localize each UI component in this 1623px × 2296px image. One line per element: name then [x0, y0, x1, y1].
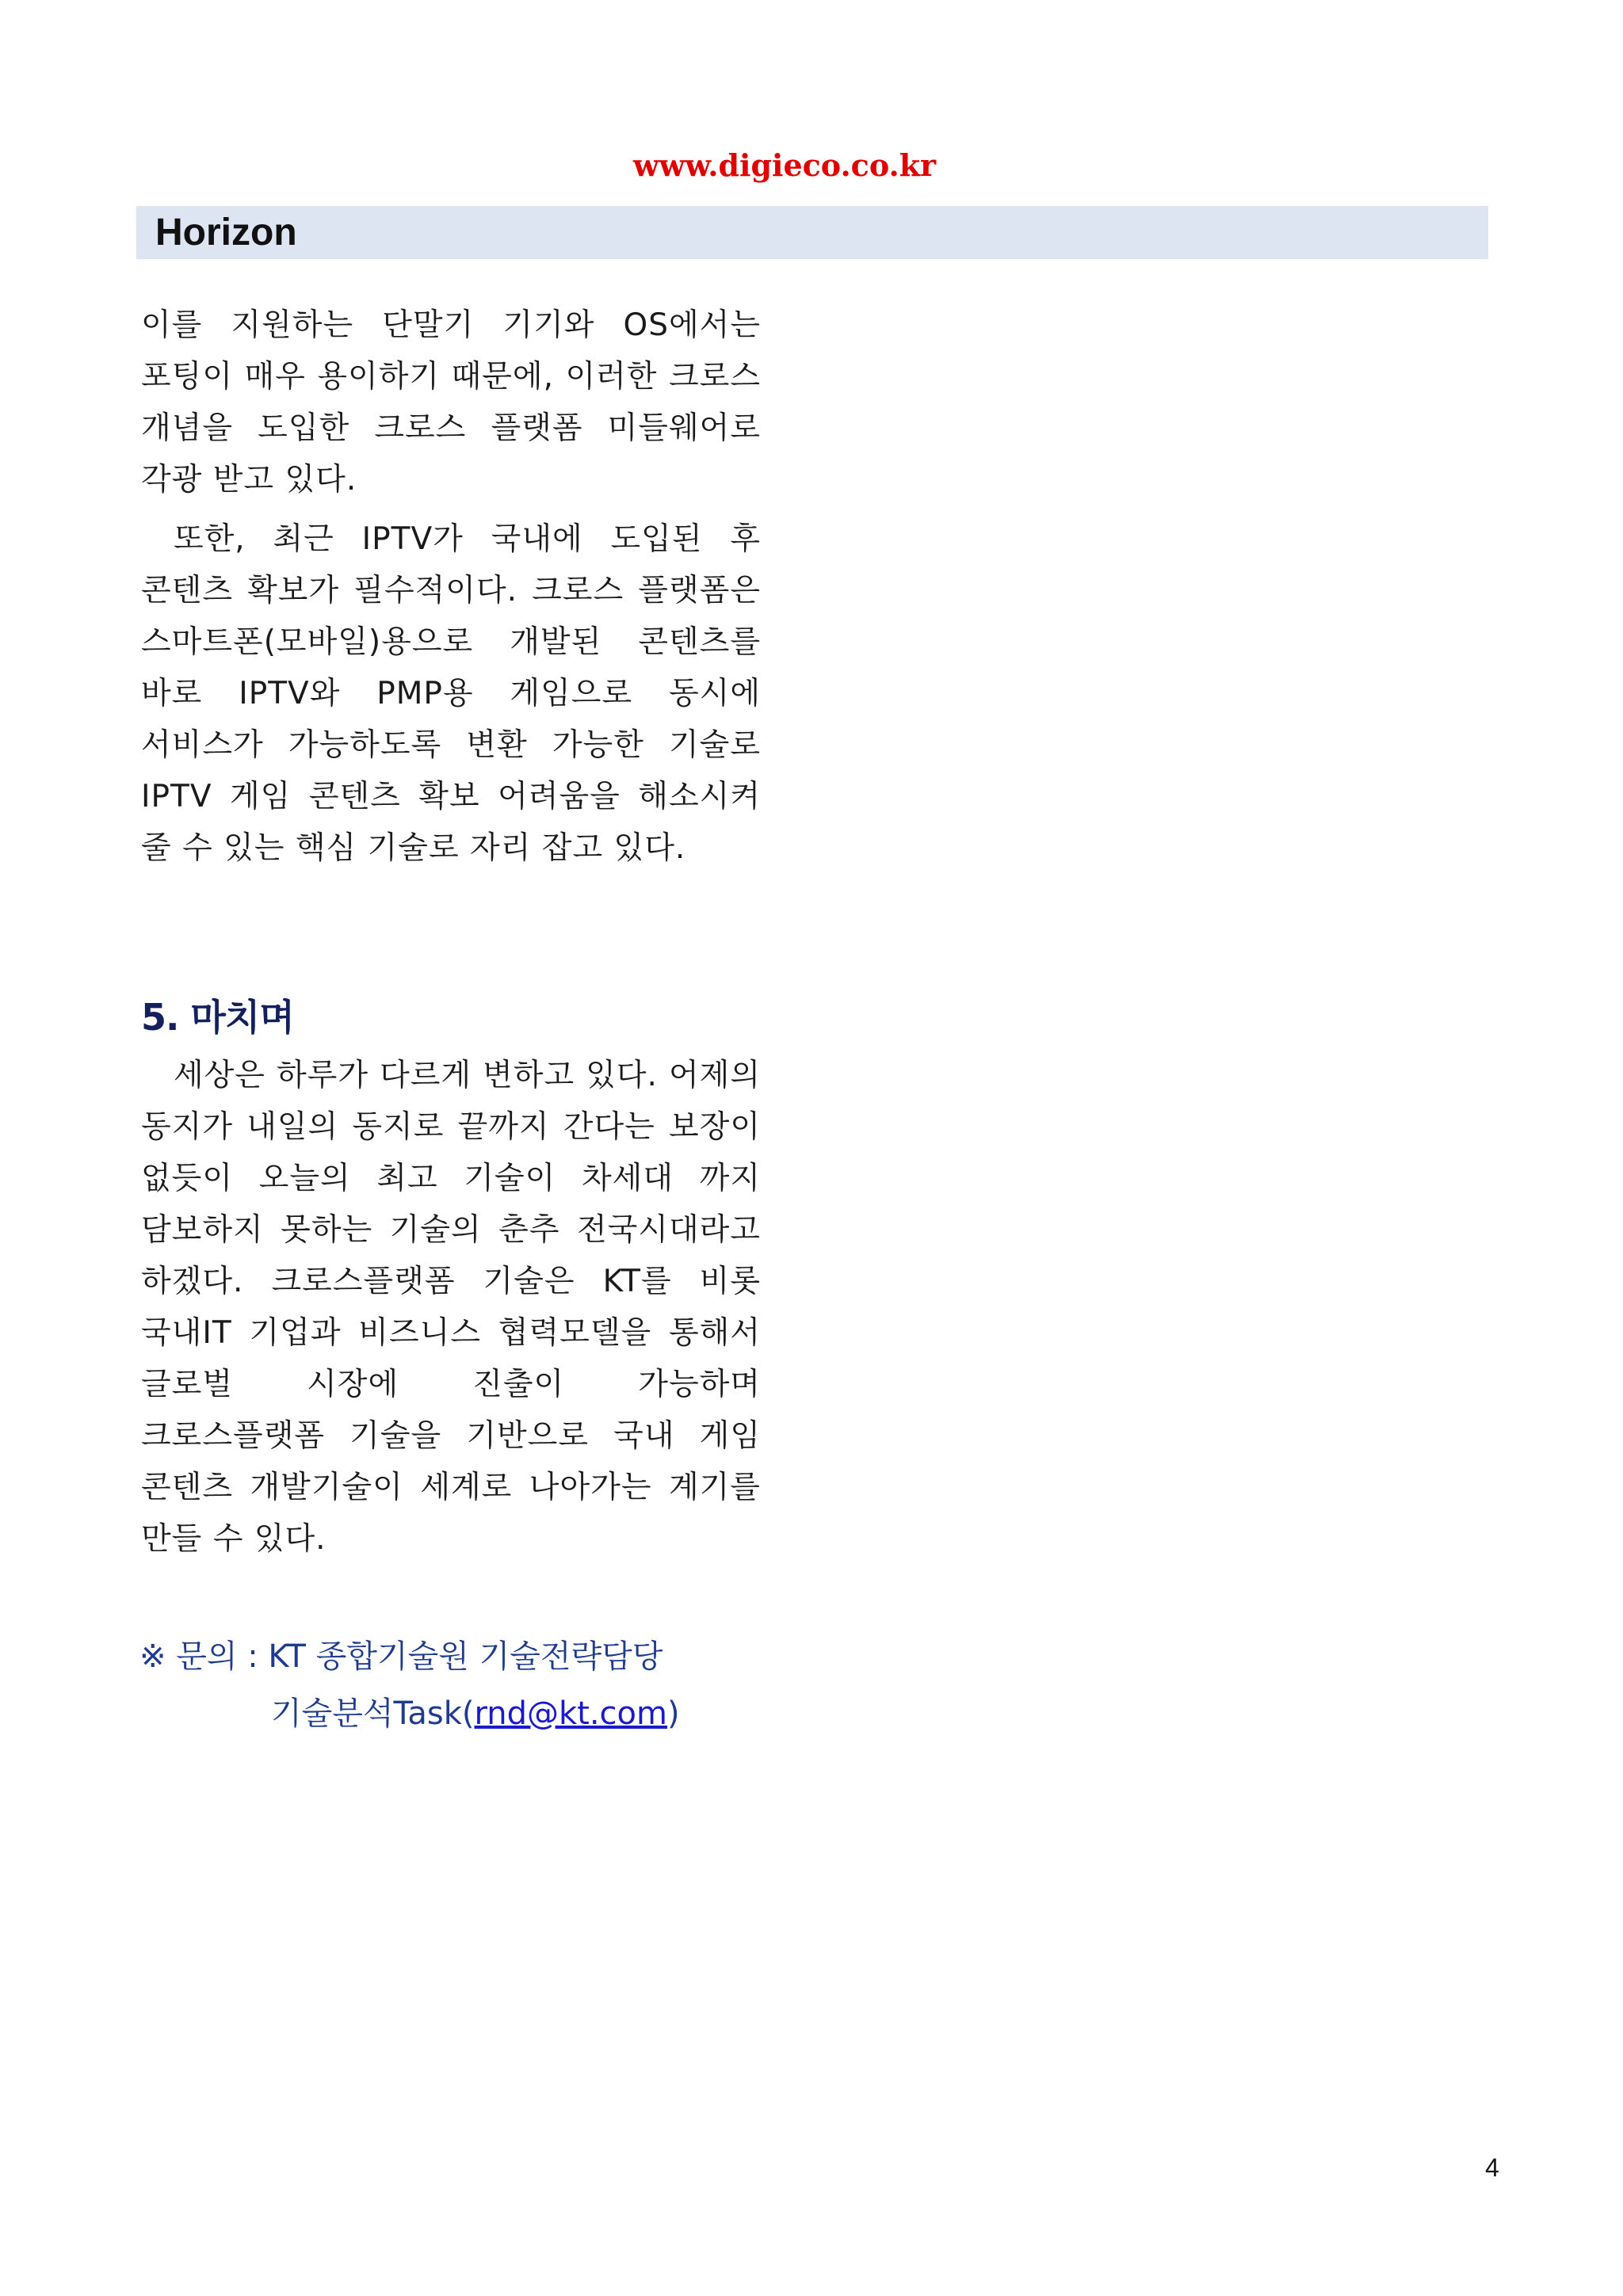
contact-line-1: ※ 문의 : KT 종합기술원 기술전략담당 — [139, 1638, 663, 1675]
paragraph-conclusion: 세상은 하루가 다르게 변하고 있다. 어제의 동지가 내일의 동지로 끝까지 간다는 보장이 없듯이 오늘의 최고 기술이 차세대 까지 담보하지 못하는 기술의 춘추 전국시대라고 하겠다. 크로스플랫폼 기술은 KT를 비롯 국내IT 기업과 비즈니스 협력모델을 통해서 글로벌 시장에 진출이 가능하며 크로스플랫폼 기술을 기반으로 국내 게임 콘텐츠 개발기술이 세계로 나아가는 계기를 만들 수 있다. — [141, 1058, 761, 1557]
conclusion-column — [141, 1050, 761, 1565]
header-title: Horizon — [155, 212, 297, 254]
site-url[interactable]: www.digieco.co.kr — [632, 147, 937, 183]
body-top-column — [141, 299, 761, 874]
contact-line-2 — [139, 1685, 680, 1742]
paragraph-porting: 이를 지원하는 단말기 기기와 OS에서는 포팅이 매우 용이하기 때문에, 이러한 크로스 개념을 도입한 크로스 플랫폼 미들웨어로 각광 받고 있다. — [141, 307, 761, 498]
email-link[interactable]: rnd@kt.com — [474, 1695, 667, 1732]
contact-team: 기술분석Task( — [271, 1695, 475, 1732]
contact-close-paren: ) — [666, 1695, 680, 1732]
header-band — [136, 206, 1488, 259]
section-title-conclusion: 5. 마치며 — [141, 996, 294, 1039]
paragraph-iptv: 또한, 최근 IPTV가 국내에 도입된 후 콘텐츠 확보가 필수적이다. 크로스 플랫폼은 스마트폰(모바일)용으로 개발된 콘텐츠를 바로 IPTV와 PMP용 게임으로 동시에 서비스가 가능하도록 변환 가능한 기술로 IPTV 게임 콘텐츠 확보 어려움을 해소시켜 줄 수 있는 핵심 기술로 자리 잡고 있다. — [141, 521, 761, 866]
contact-block — [139, 1628, 680, 1742]
page-number: 4 — [1485, 2153, 1499, 2182]
